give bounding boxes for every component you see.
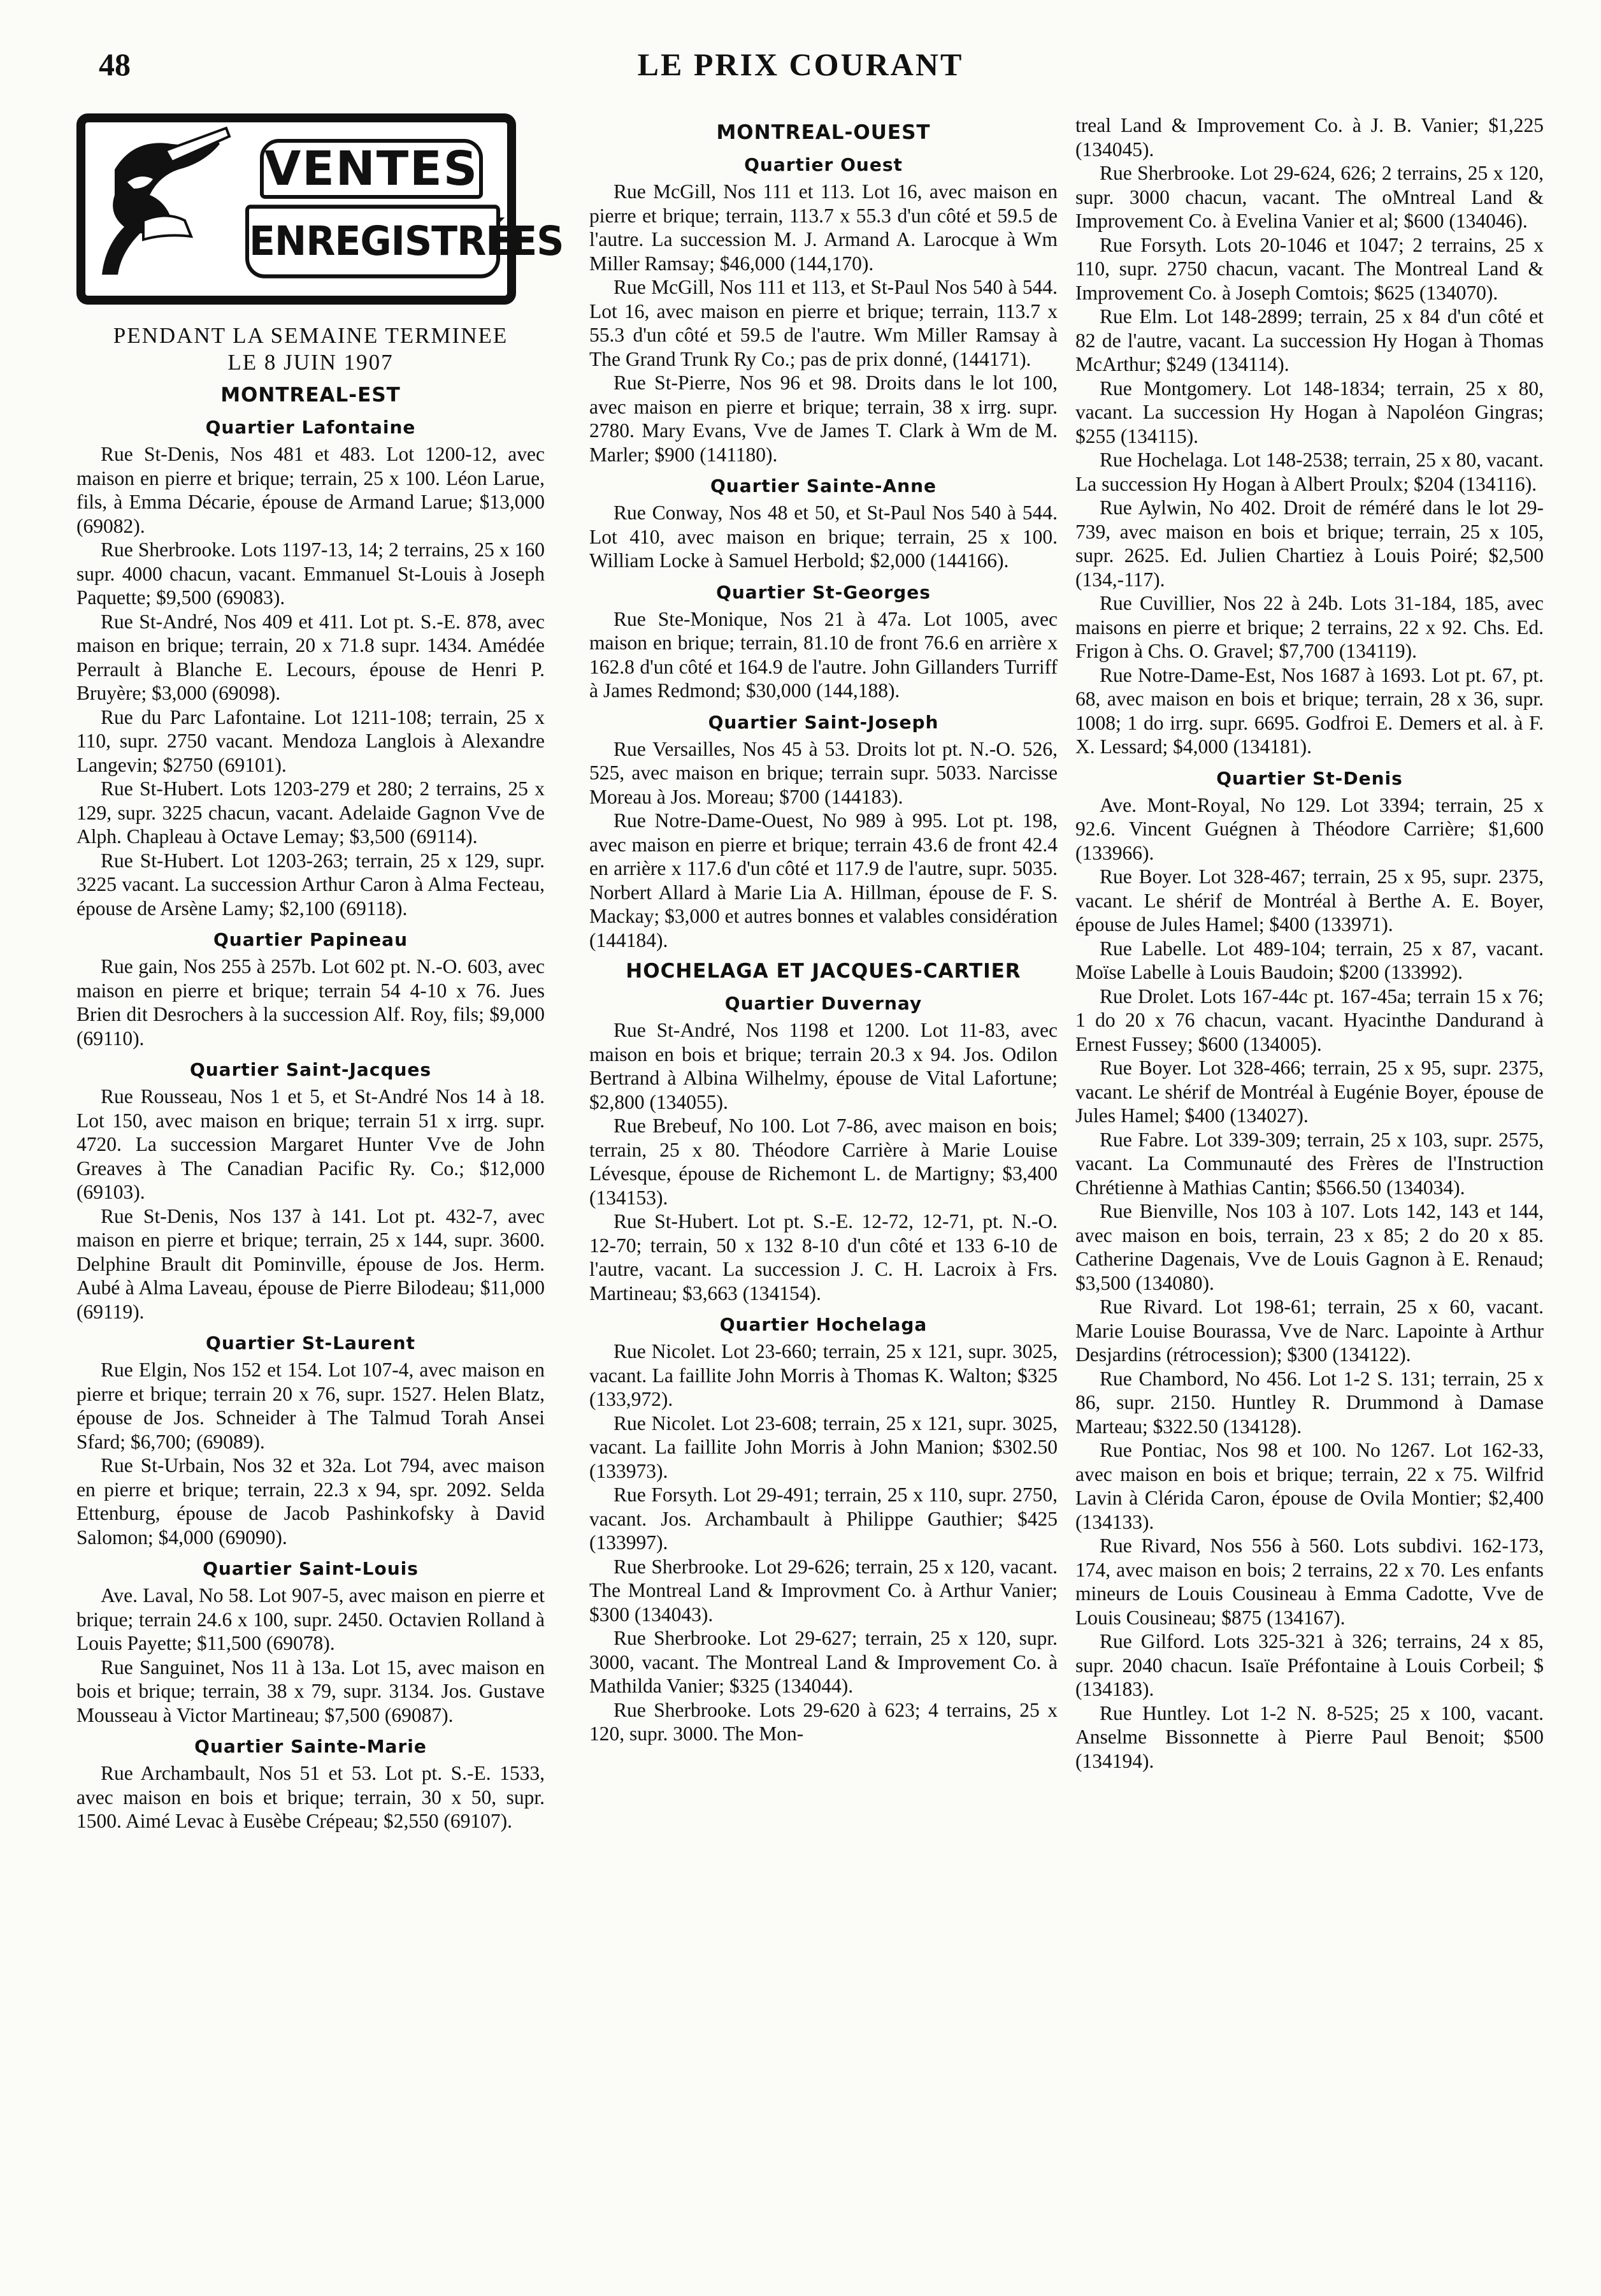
sale-entry: Rue St-Urbain, Nos 32 et 32a. Lot 794, avec maison en pierre et brique; terrain, 22.3 x 94, spr. 2092. Selda Ettenburg, épouse de Jacob Pashinkofsky à David Salomon; $4,000 (69090).: [76, 1454, 545, 1549]
sale-entry: Rue Fabre. Lot 339-309; terrain, 25 x 103, supr. 2575, vacant. La Communauté des Frères de l'Instruction Chrétienne à Mathias Cantin; $566.50 (134034).: [1075, 1128, 1544, 1199]
quartier-heading: Quartier St-Denis: [1216, 767, 1403, 789]
quartier-heading: Quartier Sainte-Anne: [710, 475, 937, 496]
sale-entry: Rue St-Pierre, Nos 96 et 98. Droits dans le lot 100, avec maison en pierre et brique; terrain, 38 x irrg. supr. 2780. Mary Evans, Vve de James T. Clark à Wm de M. Marler; $900 (141180).: [589, 372, 1058, 466]
sale-entry: Rue McGill, Nos 111 et 113. Lot 16, avec maison en pierre et brique; terrain, 113.7 x 55.3 d'un côté et 59.5 de l'autre. La succession M. J. Armand A. Larocque à Wm Miller Ramsay; $46,000 (144,170).: [589, 180, 1058, 275]
sale-entry: Rue Huntley. Lot 1-2 N. 8-525; 25 x 100, vacant. Anselme Bissonnette à Pierre Paul Benoit; $500 (134194).: [1075, 1701, 1544, 1772]
sale-entry: Rue Rivard, Nos 556 à 560. Lots subdivi. 162-173, 174, avec maison en bois; 2 terrains, 22 x 70. Les enfants mineurs de Louis Cousineau à Emma Cadotte, Vve de Louis Cousineau; $875 (134167).: [1075, 1534, 1544, 1629]
sale-entry: Rue Sherbrooke. Lot 29-626; terrain, 25 x 120, vacant. The Montreal Land & Improvment Co. à Arthur Vanier; $300 (134043).: [589, 1555, 1058, 1626]
quartier-heading: Quartier St-Georges: [716, 581, 931, 603]
sale-entry: Rue Montgomery. Lot 148-1834; terrain, 25 x 80, vacant. La succession Hy Hogan à Napoléon Gingras; $255 (134115).: [1075, 377, 1544, 447]
sale-entry: Rue Cuvillier, Nos 22 à 24b. Lots 31-184, 185, avec maisons en pierre et brique; 2 terrains, 22 x 92. Chs. Ed. Frigon à Chs. O. Gravel; $7,700 (134119).: [1075, 592, 1544, 662]
section-heading: MONTREAL-EST: [220, 384, 401, 407]
sale-entry: Rue Conway, Nos 48 et 50, et St-Paul Nos 540 à 544. Lot 410, avec maison en brique; terrain, 25 x 100. William Locke à Samuel Herbold; $2,000 (144166).: [589, 502, 1058, 572]
sale-entry: Rue St-Denis, Nos 137 à 141. Lot pt. 432-7, avec maison en pierre et brique; terrain, 25 x 144, supr. 3600. Delphine Brault dit Pominville, épouse de Jos. Herm. Aubé à Alma Laveau, épouse de Pierre Bilodeau; $11,000 (69119).: [76, 1204, 545, 1323]
sale-entry: Rue Boyer. Lot 328-466; terrain, 25 x 95, supr. 2375, vacant. Le shérif de Montréal à Eugénie Boyer, épouse de Jules Hamel; $400 (134027).: [1075, 1057, 1544, 1127]
sale-entry: Rue Sherbrooke. Lot 29-627; terrain, 25 x 120, supr. 3000, vacant. The Montreal Land & Improvement Co. à Mathilda Vanier; $325 (134044).: [589, 1627, 1058, 1697]
sale-entry: Rue Boyer. Lot 328-467; terrain, 25 x 95, supr. 2375, vacant. Le shérif de Montréal à Berthe A. E. Boyer, épouse de Jules Hamel; $400 (133971).: [1075, 865, 1544, 935]
quartier-heading: Quartier Saint-Louis: [203, 1558, 419, 1579]
section-heading: HOCHELAGA ET JACQUES-CARTIER: [626, 960, 1021, 983]
writer-figure-icon: [89, 125, 236, 284]
sale-entry: Rue St-Hubert. Lots 1203-279 et 280; 2 terrains, 25 x 129, supr. 3225 chacun, vacant. Adelaide Gagnon Vve de Alph. Chapleau à Octave Lemay; $3,500 (69114).: [76, 777, 545, 848]
column-1: [76, 113, 564, 1833]
quartier-heading: Quartier Papineau: [213, 929, 408, 950]
quartier-heading: Quartier Saint-Jacques: [189, 1059, 432, 1080]
sale-entry: Rue St-André, Nos 1198 et 1200. Lot 11-83, avec maison en bois et brique; terrain 20.3 x 94. Jos. Odilon Bertrand à Albina Wilhelmy, épouse de Vital Lafortune; $2,800 (134055).: [589, 1019, 1058, 1113]
sale-entry: Rue St-Denis, Nos 481 et 483. Lot 1200-12, avec maison en pierre et brique; terrain, 25 x 100. Léon Larue, fils, à Emma Décarie, épouse de Armand Larue; $13,000 (69082).: [76, 443, 545, 537]
quartier-heading: Quartier St-Laurent: [206, 1332, 415, 1354]
quartier-heading: Quartier Ouest: [744, 154, 903, 175]
logo-word-ventes: VENTES: [260, 139, 483, 199]
sale-entry: Rue Nicolet. Lot 23-660; terrain, 25 x 121, supr. 3025, vacant. La faillite John Morris à Thomas K. Walton; $325 (133,972).: [589, 1340, 1058, 1410]
sale-entry: Rue St-Hubert. Lot pt. S.-E. 12-72, 12-71, pt. N.-O. 12-70; terrain, 50 x 132 8-10 d'un côté et 133 6-10 de l'autre, vacant. La succession J. C. H. Lacroix à Frs. Martineau; $3,663 (134154).: [589, 1210, 1058, 1304]
sale-entry: Rue Notre-Dame-Ouest, No 989 à 995. Lot pt. 198, avec maison en pierre et brique; terrain 43.6 de front 42.4 en arrière x 117.6 d'un côté et 117.9 de l'autre, supr. 5035. Norbert Allard à Marie Lia A. Hillman, épouse de F. S. Mackay; $3,000 et autres bonnes et valables considération (144184).: [589, 809, 1058, 951]
sale-entry: Rue Labelle. Lot 489-104; terrain, 25 x 87, vacant. Moïse Labelle à Louis Baudoin; $200 (133992).: [1075, 937, 1544, 983]
sale-entry: treal Land & Improvement Co. à J. B. Vanier; $1,225 (134045).: [1075, 114, 1544, 161]
sale-entry: Rue Elgin, Nos 152 et 154. Lot 107-4, avec maison en pierre et brique; terrain 20 x 76, supr. 1527. Helen Blatz, épouse de Jos. Schneider à The Talmud Torah Ansei Sfard; $6,700; (69089).: [76, 1359, 545, 1453]
sale-entry: Rue Sherbrooke. Lot 29-624, 626; 2 terrains, 25 x 120, supr. 3000 chacun, vacant. The oMntreal Land & Improvement Co. à Evelina Vanier et al; $600 (134046).: [1075, 162, 1544, 232]
week-banner: PENDANT LA SEMAINE TERMINEE: [113, 323, 508, 348]
sale-entry: Rue Forsyth. Lot 29-491; terrain, 25 x 110, supr. 2750, vacant. Jos. Archambault à Philippe Gauthier; $425 (133997).: [589, 1484, 1058, 1554]
sale-entry: Rue Chambord, No 456. Lot 1-2 S. 131; terrain, 25 x 86, supr. 2150. Huntley R. Drummond à Damase Marteau; $322.50 (134128).: [1075, 1367, 1544, 1438]
running-title: LE PRIX COURANT: [637, 47, 964, 82]
quartier-heading: Quartier Sainte-Marie: [194, 1736, 427, 1757]
week-date: LE 8 JUIN 1907: [227, 350, 394, 375]
ventes-logo: [76, 113, 564, 311]
sale-entry: Rue Aylwin, No 402. Droit de réméré dans le lot 29-739, avec maison en bois et brique; terrain, 25 x 105, supr. 2625. Ed. Julien Chartiez à Louis Poiré; $2,500 (134,-117).: [1075, 496, 1544, 591]
sale-entry: Rue Archambault, Nos 51 et 53. Lot pt. S.-E. 1533, avec maison en bois et brique; terrain, 30 x 50, supr. 1500. Aimé Levac à Eusèbe Crépeau; $2,550 (69107).: [76, 1762, 545, 1832]
sale-entry: Rue Sherbrooke. Lots 29-620 à 623; 4 terrains, 25 x 120, supr. 3000. The Mon-: [589, 1698, 1058, 1745]
sale-entry: Ave. Mont-Royal, No 129. Lot 3394; terrain, 25 x 92.6. Vincent Guégnen à Théodore Carrière; $1,600 (133966).: [1075, 793, 1544, 864]
sale-entry: Rue du Parc Lafontaine. Lot 1211-108; terrain, 25 x 110, supr. 2750 vacant. Mendoza Langlois à Alexandre Langevin; $2750 (69101).: [76, 705, 545, 776]
sale-entry: Rue Drolet. Lots 167-44c pt. 167-45a; terrain 15 x 76; 1 do 20 x 76 chacun, vacant. Hyacinthe Dandurand à Ernest Fussey; $600 (134005).: [1075, 985, 1544, 1055]
sale-entry: Rue Rivard. Lot 198-61; terrain, 25 x 60, vacant. Marie Louise Bourassa, Vve de Narc. Lapointe à Arthur Desjardins (rétrocession); $300 (134122).: [1075, 1296, 1544, 1366]
sale-entry: Ave. Laval, No 58. Lot 907-5, avec maison en pierre et brique; terrain 24.6 x 100, supr. 2450. Octavien Rolland à Louis Payette; $11,500 (69078).: [76, 1584, 545, 1654]
column-3: [1075, 113, 1544, 1773]
quartier-heading: Quartier Hochelaga: [719, 1314, 928, 1335]
page-number: 48: [99, 47, 131, 82]
quartier-heading: Quartier Duvernay: [724, 993, 923, 1014]
sale-entry: Rue Rousseau, Nos 1 et 5, et St-André Nos 14 à 18. Lot 150, avec maison en brique; terrain 51 x irrg. supr. 4720. La succession Margaret Hunter Vve de John Greaves à The Canadian Pacific Ry. Co.; $12,000 (69103).: [76, 1085, 545, 1203]
sale-entry: Rue Ste-Monique, Nos 21 à 47a. Lot 1005, avec maison en brique; terrain, 81.10 de front 76.6 en arrière x 162.8 d'un côté et 164.9 de l'autre. John Gillanders Turriff à James Redmond; $30,000 (144,188).: [589, 607, 1058, 702]
sale-entry: Rue St-André, Nos 409 et 411. Lot pt. S.-E. 878, avec maison en brique; terrain, 20 x 71.8 supr. 1434. Amédée Perrault à Blanche E. Lecours, épouse de Henri P. Bruyère; $3,000 (69098).: [76, 610, 545, 704]
sale-entry: Rue St-Hubert. Lot 1203-263; terrain, 25 x 129, supr. 3225 vacant. La succession Arthur Caron à Alma Fecteau, épouse de Arsène Lamy; $2,100 (69118).: [76, 849, 545, 920]
sale-entry: Rue Nicolet. Lot 23-608; terrain, 25 x 121, supr. 3025, vacant. La faillite John Morris à John Manion; $302.50 (133973).: [589, 1412, 1058, 1482]
sale-entry: Rue Sherbrooke. Lots 1197-13, 14; 2 terrains, 25 x 160 supr. 4000 chacun, vacant. Emmanuel St-Louis à Joseph Paquette; $9,500 (69083).: [76, 538, 545, 609]
quartier-heading: Quartier Saint-Joseph: [708, 711, 939, 733]
sale-entry: Rue Sanguinet, Nos 11 à 13a. Lot 15, avec maison en bois et brique; terrain, 38 x 79, supr. 3134. Jos. Gustave Mousseau à Victor Martineau; $7,500 (69087).: [76, 1656, 545, 1726]
logo-word-enregistrees: ENREGISTRÉES: [245, 205, 500, 278]
section-heading: MONTREAL-OUEST: [716, 121, 931, 144]
sale-entry: Rue gain, Nos 255 à 257b. Lot 602 pt. N.-O. 603, avec maison en pierre et brique; terrain 54 4-10 x 76. Jues Brien dit Desrochers à la succession Alf. Roy, fils; $9,000 (69110).: [76, 955, 545, 1050]
sale-entry: Rue Notre-Dame-Est, Nos 1687 à 1693. Lot pt. 67, pt. 68, avec maison en bois et brique; terrain, 28 x 36, supr. 1008; 1 do irrg. supr. 6695. Godfroi E. Demers et al. à F. X. Lessard; $4,000 (134181).: [1075, 663, 1544, 758]
sale-entry: Rue Elm. Lot 148-2899; terrain, 25 x 84 d'un côté et 82 de l'autre, vacant. La succession Hy Hogan à Thomas McArthur; $249 (134114).: [1075, 305, 1544, 375]
sale-entry: Rue Pontiac, Nos 98 et 100. No 1267. Lot 162-33, avec maison en bois et brique; terrain, 22 x 75. Wilfrid Lavin à Clérida Caron, épouse de Ovila Montier; $2,400 (134133).: [1075, 1439, 1544, 1533]
sale-entry: Rue Gilford. Lots 325-321 à 326; terrains, 24 x 85, supr. 2040 chacun. Isaïe Préfontaine à Louis Corbeil; $ (134183).: [1075, 1630, 1544, 1700]
quartier-heading: Quartier Lafontaine: [205, 417, 416, 438]
column-2: [589, 113, 1058, 1746]
sale-entry: Rue Hochelaga. Lot 148-2538; terrain, 25 x 80, vacant. La succession Hy Hogan à Albert Proulx; $204 (134116).: [1075, 449, 1544, 495]
sale-entry: Rue Brebeuf, No 100. Lot 7-86, avec maison en bois; terrain, 25 x 80. Théodore Carrière à Marie Louise Lévesque, épouse de Richemont L. de Martigny; $3,400 (134153).: [589, 1115, 1058, 1209]
sale-entry: Rue Bienville, Nos 103 à 107. Lots 142, 143 et 144, avec maison en bois, terrain, 23 x 85; 2 do 20 x 85. Catherine Dagenais, Vve de Louis Gagnon à E. Renaud; $3,500 (134080).: [1075, 1200, 1544, 1294]
sale-entry: Rue McGill, Nos 111 et 113, et St-Paul Nos 540 à 544. Lot 16, avec maison en pierre et brique; terrain, 113.7 x 55.3 d'un côté et 59.5 de l'autre. Wm Miller Ramsay à The Grand Trunk Ry Co.; pas de prix donné, (144171).: [589, 276, 1058, 370]
sale-entry: Rue Versailles, Nos 45 à 53. Droits lot pt. N.-O. 526, 525, avec maison en brique; terrain supr. 5033. Narcisse Moreau à Jos. Moreau; $700 (144183).: [589, 737, 1058, 808]
sale-entry: Rue Forsyth. Lots 20-1046 et 1047; 2 terrains, 25 x 110, supr. 2750 chacun, vacant. The Montreal Land & Improvement Co. à Joseph Comtois; $625 (134070).: [1075, 233, 1544, 304]
